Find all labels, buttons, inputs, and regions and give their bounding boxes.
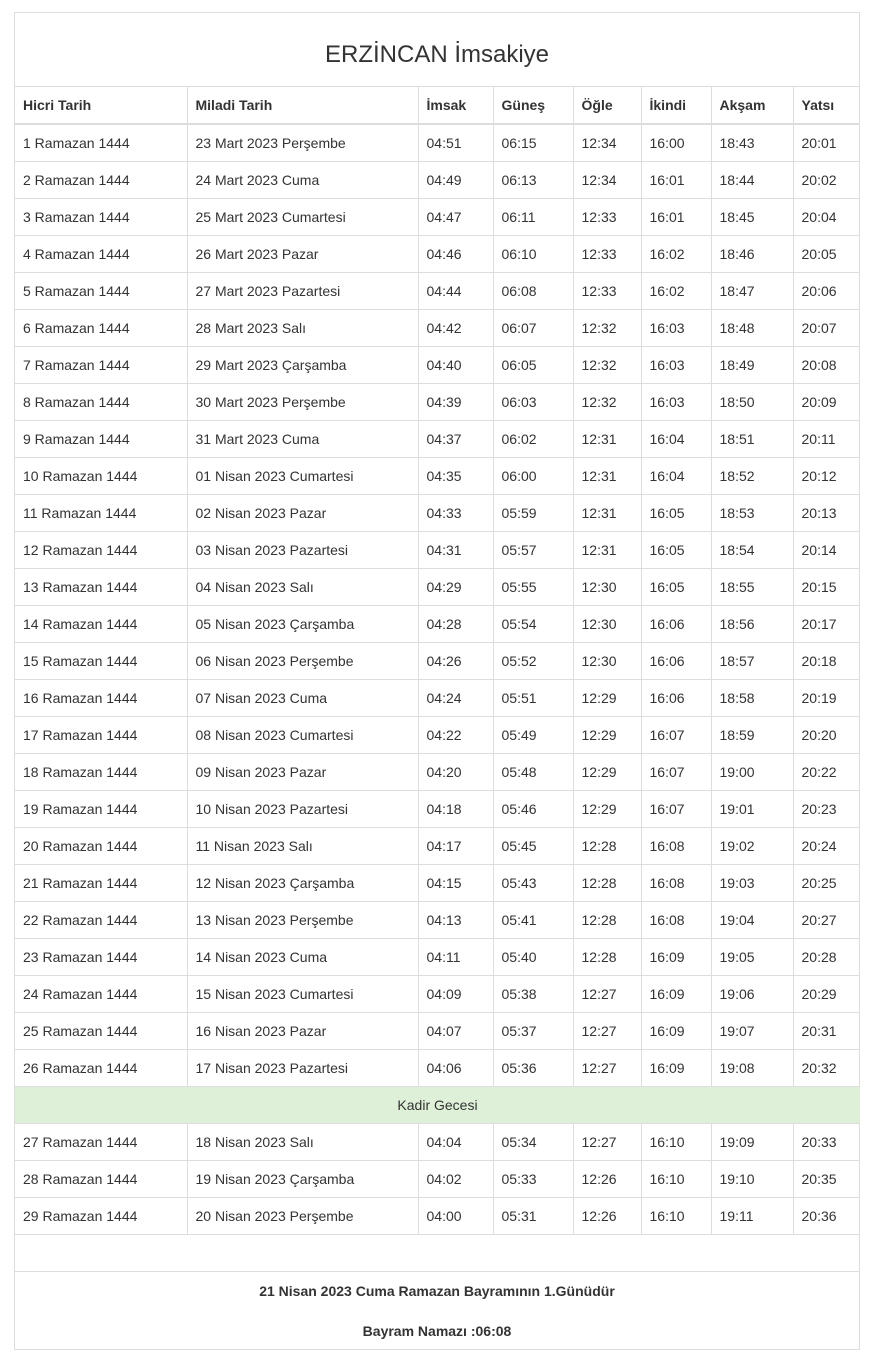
- imsak-cell: 04:20: [418, 754, 493, 791]
- imsak-cell: 04:33: [418, 495, 493, 532]
- miladi-date-cell: 27 Mart 2023 Pazartesi: [187, 273, 418, 310]
- hicri-date-cell: 8 Ramazan 1444: [15, 384, 187, 421]
- table-row: [15, 976, 860, 1013]
- miladi-date-cell: 09 Nisan 2023 Pazar: [187, 754, 418, 791]
- hicri-date-cell: 6 Ramazan 1444: [15, 310, 187, 347]
- miladi-date-cell: 10 Nisan 2023 Pazartesi: [187, 791, 418, 828]
- aksam-cell: 18:47: [711, 273, 793, 310]
- imsak-cell: 04:37: [418, 421, 493, 458]
- hicri-date-cell: 22 Ramazan 1444: [15, 902, 187, 939]
- miladi-date-cell: 18 Nisan 2023 Salı: [187, 1124, 418, 1161]
- table-row: [15, 1013, 860, 1050]
- aksam-cell: 18:54: [711, 532, 793, 569]
- gunes-cell: 05:45: [493, 828, 573, 865]
- ogle-cell: 12:33: [573, 273, 641, 310]
- table-row: [15, 902, 860, 939]
- column-header-ogle: Öğle: [573, 87, 641, 125]
- ogle-cell: 12:31: [573, 495, 641, 532]
- yatsi-cell: 20:15: [793, 569, 860, 606]
- yatsi-cell: 20:23: [793, 791, 860, 828]
- table-row: [15, 1124, 860, 1161]
- ikindi-cell: 16:01: [641, 199, 711, 236]
- imsak-cell: 04:47: [418, 199, 493, 236]
- aksam-cell: 18:46: [711, 236, 793, 273]
- hicri-date-cell: 3 Ramazan 1444: [15, 199, 187, 236]
- miladi-date-cell: 23 Mart 2023 Perşembe: [187, 124, 418, 162]
- gunes-cell: 05:51: [493, 680, 573, 717]
- hicri-date-cell: 15 Ramazan 1444: [15, 643, 187, 680]
- table-row: [15, 1198, 860, 1235]
- yatsi-cell: 20:22: [793, 754, 860, 791]
- miladi-date-cell: 28 Mart 2023 Salı: [187, 310, 418, 347]
- hicri-date-cell: 13 Ramazan 1444: [15, 569, 187, 606]
- imsak-cell: 04:29: [418, 569, 493, 606]
- ikindi-cell: 16:09: [641, 1050, 711, 1087]
- imsak-cell: 04:02: [418, 1161, 493, 1198]
- hicri-date-cell: 12 Ramazan 1444: [15, 532, 187, 569]
- gunes-cell: 06:08: [493, 273, 573, 310]
- table-row: [15, 421, 860, 458]
- aksam-cell: 18:50: [711, 384, 793, 421]
- hicri-date-cell: 28 Ramazan 1444: [15, 1161, 187, 1198]
- ogle-cell: 12:27: [573, 1050, 641, 1087]
- ogle-cell: 12:34: [573, 124, 641, 162]
- hicri-date-cell: 24 Ramazan 1444: [15, 976, 187, 1013]
- imsak-cell: 04:42: [418, 310, 493, 347]
- aksam-cell: 18:53: [711, 495, 793, 532]
- hicri-date-cell: 9 Ramazan 1444: [15, 421, 187, 458]
- table-row: [15, 199, 860, 236]
- column-header-imsak: İmsak: [418, 87, 493, 125]
- hicri-date-cell: 25 Ramazan 1444: [15, 1013, 187, 1050]
- ikindi-cell: 16:03: [641, 384, 711, 421]
- yatsi-cell: 20:31: [793, 1013, 860, 1050]
- aksam-cell: 18:55: [711, 569, 793, 606]
- aksam-cell: 18:52: [711, 458, 793, 495]
- gunes-cell: 05:40: [493, 939, 573, 976]
- aksam-cell: 18:43: [711, 124, 793, 162]
- gunes-cell: 05:36: [493, 1050, 573, 1087]
- ogle-cell: 12:28: [573, 939, 641, 976]
- gunes-cell: 06:05: [493, 347, 573, 384]
- ikindi-cell: 16:10: [641, 1198, 711, 1235]
- yatsi-cell: 20:13: [793, 495, 860, 532]
- ikindi-cell: 16:07: [641, 754, 711, 791]
- table-row: [15, 791, 860, 828]
- gunes-cell: 06:00: [493, 458, 573, 495]
- hicri-date-cell: 26 Ramazan 1444: [15, 1050, 187, 1087]
- gunes-cell: 05:52: [493, 643, 573, 680]
- ikindi-cell: 16:08: [641, 865, 711, 902]
- imsak-cell: 04:09: [418, 976, 493, 1013]
- table-row: [15, 236, 860, 273]
- yatsi-cell: 20:27: [793, 902, 860, 939]
- aksam-cell: 19:09: [711, 1124, 793, 1161]
- table-row: [15, 606, 860, 643]
- miladi-date-cell: 14 Nisan 2023 Cuma: [187, 939, 418, 976]
- hicri-date-cell: 23 Ramazan 1444: [15, 939, 187, 976]
- imsak-cell: 04:00: [418, 1198, 493, 1235]
- ogle-cell: 12:26: [573, 1198, 641, 1235]
- table-row: [15, 939, 860, 976]
- imsak-cell: 04:17: [418, 828, 493, 865]
- gunes-cell: 06:15: [493, 124, 573, 162]
- miladi-date-cell: 02 Nisan 2023 Pazar: [187, 495, 418, 532]
- table-row: [15, 680, 860, 717]
- gunes-cell: 06:03: [493, 384, 573, 421]
- aksam-cell: 18:58: [711, 680, 793, 717]
- yatsi-cell: 20:32: [793, 1050, 860, 1087]
- ogle-cell: 12:32: [573, 347, 641, 384]
- gunes-cell: 05:38: [493, 976, 573, 1013]
- ogle-cell: 12:30: [573, 606, 641, 643]
- miladi-date-cell: 08 Nisan 2023 Cumartesi: [187, 717, 418, 754]
- table-row: [15, 384, 860, 421]
- hicri-date-cell: 5 Ramazan 1444: [15, 273, 187, 310]
- gunes-cell: 05:55: [493, 569, 573, 606]
- imsak-cell: 04:26: [418, 643, 493, 680]
- miladi-date-cell: 11 Nisan 2023 Salı: [187, 828, 418, 865]
- imsak-cell: 04:44: [418, 273, 493, 310]
- yatsi-cell: 20:20: [793, 717, 860, 754]
- yatsi-cell: 20:08: [793, 347, 860, 384]
- gunes-cell: 05:37: [493, 1013, 573, 1050]
- page-title: ERZİNCAN İmsakiye: [324, 41, 550, 68]
- table-row: [15, 643, 860, 680]
- miladi-date-cell: 12 Nisan 2023 Çarşamba: [187, 865, 418, 902]
- miladi-date-cell: 04 Nisan 2023 Salı: [187, 569, 418, 606]
- ikindi-cell: 16:06: [641, 606, 711, 643]
- ikindi-cell: 16:10: [641, 1124, 711, 1161]
- ogle-cell: 12:28: [573, 865, 641, 902]
- table-row: [15, 569, 860, 606]
- aksam-cell: 19:06: [711, 976, 793, 1013]
- aksam-cell: 18:49: [711, 347, 793, 384]
- yatsi-cell: 20:12: [793, 458, 860, 495]
- ikindi-cell: 16:10: [641, 1161, 711, 1198]
- aksam-cell: 18:56: [711, 606, 793, 643]
- miladi-date-cell: 19 Nisan 2023 Çarşamba: [187, 1161, 418, 1198]
- imsak-cell: 04:51: [418, 124, 493, 162]
- ikindi-cell: 16:08: [641, 828, 711, 865]
- imsak-cell: 04:06: [418, 1050, 493, 1087]
- ogle-cell: 12:33: [573, 199, 641, 236]
- column-header-aksam: Akşam: [711, 87, 793, 125]
- imsak-cell: 04:04: [418, 1124, 493, 1161]
- aksam-cell: 19:11: [711, 1198, 793, 1235]
- gunes-cell: 05:34: [493, 1124, 573, 1161]
- table-row: [15, 162, 860, 199]
- gunes-cell: 05:49: [493, 717, 573, 754]
- hicri-date-cell: 19 Ramazan 1444: [15, 791, 187, 828]
- hicri-date-cell: 29 Ramazan 1444: [15, 1198, 187, 1235]
- aksam-cell: 19:10: [711, 1161, 793, 1198]
- imsak-cell: 04:49: [418, 162, 493, 199]
- yatsi-cell: 20:35: [793, 1161, 860, 1198]
- ogle-cell: 12:32: [573, 384, 641, 421]
- table-row: [15, 1050, 860, 1087]
- ikindi-cell: 16:04: [641, 458, 711, 495]
- gunes-cell: 05:48: [493, 754, 573, 791]
- aksam-cell: 19:00: [711, 754, 793, 791]
- table-row: [15, 828, 860, 865]
- aksam-cell: 18:51: [711, 421, 793, 458]
- table-row: [15, 754, 860, 791]
- ikindi-cell: 16:08: [641, 902, 711, 939]
- miladi-date-cell: 03 Nisan 2023 Pazartesi: [187, 532, 418, 569]
- hicri-date-cell: 1 Ramazan 1444: [15, 124, 187, 162]
- miladi-date-cell: 30 Mart 2023 Perşembe: [187, 384, 418, 421]
- bayram-namazi-time: Bayram Namazı :06:08: [362, 1323, 512, 1339]
- column-header-ikindi: İkindi: [641, 87, 711, 125]
- ogle-cell: 12:31: [573, 421, 641, 458]
- ogle-cell: 12:28: [573, 902, 641, 939]
- yatsi-cell: 20:07: [793, 310, 860, 347]
- gunes-cell: 05:46: [493, 791, 573, 828]
- imsak-cell: 04:28: [418, 606, 493, 643]
- imsak-cell: 04:24: [418, 680, 493, 717]
- gunes-cell: 06:07: [493, 310, 573, 347]
- table-row: [15, 865, 860, 902]
- yatsi-cell: 20:28: [793, 939, 860, 976]
- column-header-yatsi: Yatsı: [793, 87, 860, 125]
- table-header-row: [15, 87, 860, 125]
- miladi-date-cell: 06 Nisan 2023 Perşembe: [187, 643, 418, 680]
- table-row: [15, 532, 860, 569]
- yatsi-cell: 20:05: [793, 236, 860, 273]
- yatsi-cell: 20:25: [793, 865, 860, 902]
- ikindi-cell: 16:04: [641, 421, 711, 458]
- gunes-cell: 05:41: [493, 902, 573, 939]
- ikindi-cell: 16:05: [641, 569, 711, 606]
- yatsi-cell: 20:24: [793, 828, 860, 865]
- aksam-cell: 19:04: [711, 902, 793, 939]
- yatsi-cell: 20:04: [793, 199, 860, 236]
- imsak-cell: 04:15: [418, 865, 493, 902]
- ikindi-cell: 16:00: [641, 124, 711, 162]
- ikindi-cell: 16:05: [641, 495, 711, 532]
- gunes-cell: 05:57: [493, 532, 573, 569]
- miladi-date-cell: 16 Nisan 2023 Pazar: [187, 1013, 418, 1050]
- ogle-cell: 12:33: [573, 236, 641, 273]
- miladi-date-cell: 07 Nisan 2023 Cuma: [187, 680, 418, 717]
- ogle-cell: 12:29: [573, 680, 641, 717]
- imsak-cell: 04:35: [418, 458, 493, 495]
- miladi-date-cell: 26 Mart 2023 Pazar: [187, 236, 418, 273]
- miladi-date-cell: 20 Nisan 2023 Perşembe: [187, 1198, 418, 1235]
- ogle-cell: 12:28: [573, 828, 641, 865]
- gunes-cell: 06:11: [493, 199, 573, 236]
- yatsi-cell: 20:14: [793, 532, 860, 569]
- table-row: [15, 310, 860, 347]
- hicri-date-cell: 2 Ramazan 1444: [15, 162, 187, 199]
- gunes-cell: 06:13: [493, 162, 573, 199]
- ikindi-cell: 16:02: [641, 273, 711, 310]
- ogle-cell: 12:27: [573, 1013, 641, 1050]
- gunes-cell: 05:54: [493, 606, 573, 643]
- kadir-gecesi-label: Kadir Gecesi: [15, 1087, 860, 1124]
- yatsi-cell: 20:19: [793, 680, 860, 717]
- miladi-date-cell: 15 Nisan 2023 Cumartesi: [187, 976, 418, 1013]
- aksam-cell: 18:44: [711, 162, 793, 199]
- aksam-cell: 19:08: [711, 1050, 793, 1087]
- imsak-cell: 04:39: [418, 384, 493, 421]
- aksam-cell: 18:57: [711, 643, 793, 680]
- miladi-date-cell: 05 Nisan 2023 Çarşamba: [187, 606, 418, 643]
- yatsi-cell: 20:11: [793, 421, 860, 458]
- imsak-cell: 04:46: [418, 236, 493, 273]
- ikindi-cell: 16:09: [641, 939, 711, 976]
- gunes-cell: 06:02: [493, 421, 573, 458]
- aksam-cell: 19:03: [711, 865, 793, 902]
- ikindi-cell: 16:02: [641, 236, 711, 273]
- yatsi-cell: 20:02: [793, 162, 860, 199]
- ikindi-cell: 16:05: [641, 532, 711, 569]
- hicri-date-cell: 18 Ramazan 1444: [15, 754, 187, 791]
- ikindi-cell: 16:06: [641, 643, 711, 680]
- imsak-cell: 04:18: [418, 791, 493, 828]
- gunes-cell: 06:10: [493, 236, 573, 273]
- imsak-cell: 04:22: [418, 717, 493, 754]
- miladi-date-cell: 31 Mart 2023 Cuma: [187, 421, 418, 458]
- imsak-cell: 04:40: [418, 347, 493, 384]
- kadir-gecesi-row: [15, 1087, 860, 1124]
- ikindi-cell: 16:03: [641, 347, 711, 384]
- aksam-cell: 18:48: [711, 310, 793, 347]
- table-row: [15, 495, 860, 532]
- aksam-cell: 18:59: [711, 717, 793, 754]
- bayram-note: 21 Nisan 2023 Cuma Ramazan Bayramının 1.Günüdür: [259, 1283, 615, 1299]
- table-row: [15, 347, 860, 384]
- column-header-gunes: Güneş: [493, 87, 573, 125]
- ogle-cell: 12:31: [573, 458, 641, 495]
- ikindi-cell: 16:01: [641, 162, 711, 199]
- aksam-cell: 19:02: [711, 828, 793, 865]
- aksam-cell: 19:01: [711, 791, 793, 828]
- yatsi-cell: 20:29: [793, 976, 860, 1013]
- ikindi-cell: 16:09: [641, 976, 711, 1013]
- miladi-date-cell: 24 Mart 2023 Cuma: [187, 162, 418, 199]
- hicri-date-cell: 17 Ramazan 1444: [15, 717, 187, 754]
- hicri-date-cell: 14 Ramazan 1444: [15, 606, 187, 643]
- hicri-date-cell: 10 Ramazan 1444: [15, 458, 187, 495]
- ogle-cell: 12:31: [573, 532, 641, 569]
- imsak-cell: 04:11: [418, 939, 493, 976]
- imsak-cell: 04:31: [418, 532, 493, 569]
- miladi-date-cell: 01 Nisan 2023 Cumartesi: [187, 458, 418, 495]
- hicri-date-cell: 7 Ramazan 1444: [15, 347, 187, 384]
- yatsi-cell: 20:06: [793, 273, 860, 310]
- yatsi-cell: 20:18: [793, 643, 860, 680]
- hicri-date-cell: 21 Ramazan 1444: [15, 865, 187, 902]
- ikindi-cell: 16:07: [641, 791, 711, 828]
- ogle-cell: 12:32: [573, 310, 641, 347]
- hicri-date-cell: 16 Ramazan 1444: [15, 680, 187, 717]
- ogle-cell: 12:34: [573, 162, 641, 199]
- imsakiye-panel: [14, 12, 860, 1350]
- table-row: [15, 273, 860, 310]
- aksam-cell: 19:05: [711, 939, 793, 976]
- yatsi-cell: 20:36: [793, 1198, 860, 1235]
- table-row: [15, 458, 860, 495]
- ogle-cell: 12:29: [573, 791, 641, 828]
- imsakiye-table: [15, 86, 860, 1235]
- imsak-cell: 04:13: [418, 902, 493, 939]
- table-body: [15, 124, 860, 1235]
- yatsi-cell: 20:17: [793, 606, 860, 643]
- hicri-date-cell: 4 Ramazan 1444: [15, 236, 187, 273]
- ikindi-cell: 16:03: [641, 310, 711, 347]
- gunes-cell: 05:59: [493, 495, 573, 532]
- ogle-cell: 12:27: [573, 1124, 641, 1161]
- ogle-cell: 12:30: [573, 643, 641, 680]
- aksam-cell: 19:07: [711, 1013, 793, 1050]
- ogle-cell: 12:27: [573, 976, 641, 1013]
- table-row: [15, 1161, 860, 1198]
- ogle-cell: 12:26: [573, 1161, 641, 1198]
- yatsi-cell: 20:33: [793, 1124, 860, 1161]
- ikindi-cell: 16:06: [641, 680, 711, 717]
- yatsi-cell: 20:01: [793, 124, 860, 162]
- ogle-cell: 12:29: [573, 754, 641, 791]
- table-row: [15, 717, 860, 754]
- column-header-hicri: Hicri Tarih: [15, 87, 187, 125]
- table-row: [15, 124, 860, 162]
- ikindi-cell: 16:09: [641, 1013, 711, 1050]
- column-header-miladi: Miladi Tarih: [187, 87, 418, 125]
- miladi-date-cell: 25 Mart 2023 Cumartesi: [187, 199, 418, 236]
- miladi-date-cell: 29 Mart 2023 Çarşamba: [187, 347, 418, 384]
- gunes-cell: 05:31: [493, 1198, 573, 1235]
- miladi-date-cell: 13 Nisan 2023 Perşembe: [187, 902, 418, 939]
- aksam-cell: 18:45: [711, 199, 793, 236]
- gunes-cell: 05:33: [493, 1161, 573, 1198]
- yatsi-cell: 20:09: [793, 384, 860, 421]
- hicri-date-cell: 11 Ramazan 1444: [15, 495, 187, 532]
- gunes-cell: 05:43: [493, 865, 573, 902]
- ogle-cell: 12:30: [573, 569, 641, 606]
- footer-spacer-row: [15, 1234, 859, 1272]
- imsak-cell: 04:07: [418, 1013, 493, 1050]
- ikindi-cell: 16:07: [641, 717, 711, 754]
- ogle-cell: 12:29: [573, 717, 641, 754]
- hicri-date-cell: 27 Ramazan 1444: [15, 1124, 187, 1161]
- hicri-date-cell: 20 Ramazan 1444: [15, 828, 187, 865]
- miladi-date-cell: 17 Nisan 2023 Pazartesi: [187, 1050, 418, 1087]
